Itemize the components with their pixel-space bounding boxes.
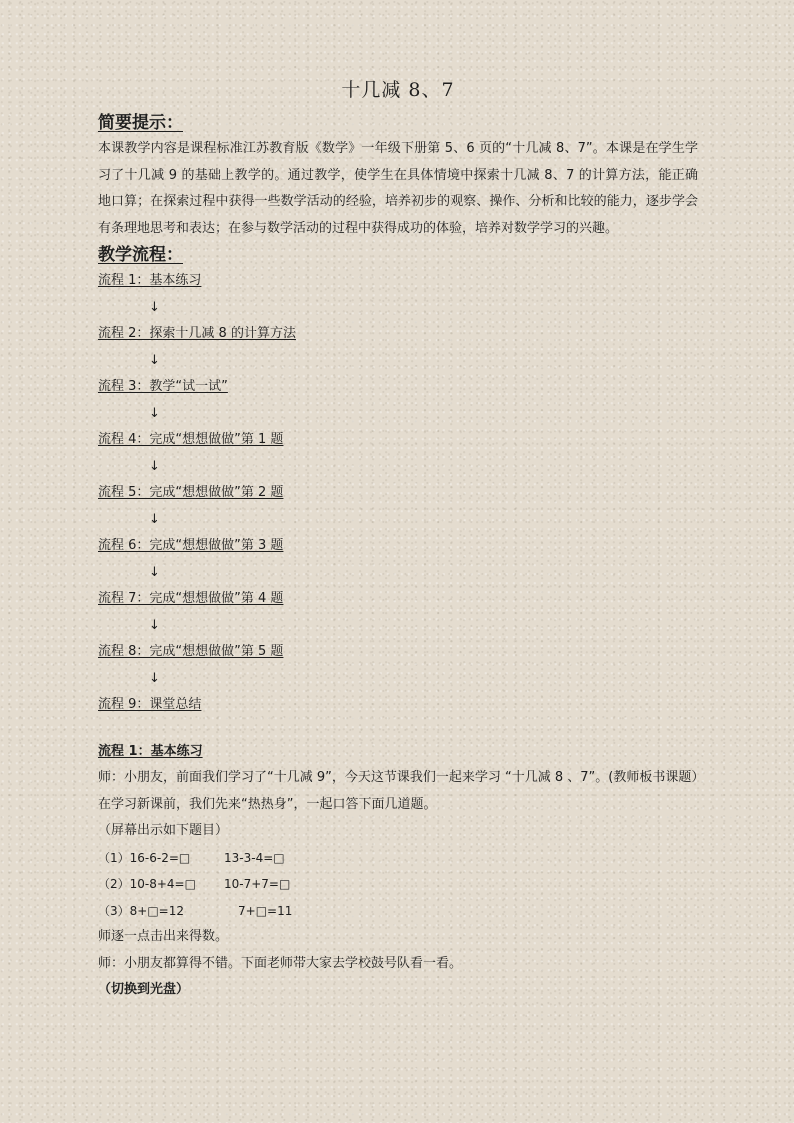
- flow-item-4[interactable]: [98, 427, 698, 454]
- flow-item-5[interactable]: [98, 480, 698, 507]
- flow-link[interactable]: 流程 4：完成“想想做做”第 1 题: [98, 432, 284, 447]
- screen-note: （屏幕出示如下题目）: [98, 823, 229, 838]
- exercise-row: [98, 898, 698, 925]
- down-arrow-icon: ↓: [149, 352, 160, 368]
- detail-note: （切换到光盘）: [98, 982, 190, 997]
- flow-link[interactable]: 流程 5：完成“想想做做”第 2 题: [98, 485, 284, 500]
- down-arrow-icon: ↓: [149, 617, 160, 633]
- page-title: 十几减 8、7: [341, 79, 455, 101]
- exercise-a: （1）16-6-2=□: [98, 850, 191, 865]
- flow-item-1[interactable]: [98, 268, 698, 295]
- down-arrow-icon: ↓: [149, 511, 160, 527]
- down-arrow-icon: ↓: [149, 458, 160, 474]
- down-arrow-icon: ↓: [149, 670, 160, 686]
- down-arrow-icon: ↓: [149, 564, 160, 580]
- flow-link[interactable]: 流程 1：基本练习: [98, 273, 202, 288]
- exercise-row: [98, 845, 698, 872]
- flow-link[interactable]: 流程 3：教学“试一试”: [98, 379, 228, 394]
- detail-paragraph-2: 师逐一点击出来得数。: [98, 929, 229, 944]
- flow-item-6[interactable]: [98, 533, 698, 560]
- flow-item-7[interactable]: [98, 586, 698, 613]
- exercise-row: [98, 871, 698, 898]
- flow-item-8[interactable]: [98, 639, 698, 666]
- flow-link[interactable]: 流程 8：完成“想想做做”第 5 题: [98, 644, 284, 659]
- flow-heading: 教学流程：: [98, 245, 183, 265]
- exercise-b: 13-3-4=□: [224, 850, 285, 865]
- summary-heading: 简要提示：: [98, 113, 183, 133]
- exercise-b: 7+□=11: [238, 903, 293, 918]
- detail-paragraph-3: 师：小朋友都算得不错。下面老师带大家去学校鼓号队看一看。: [98, 955, 463, 971]
- exercise-a: （3）8+□=12: [98, 903, 184, 918]
- down-arrow-icon: ↓: [149, 299, 160, 315]
- flow-item-9[interactable]: [98, 692, 698, 719]
- summary-paragraph: 本课教学内容是课程标准江苏教育版《数学》一年级下册第 5、6 页的“十几减 8、7”。本课是在学生学习了十几减 9 的基础上教学的。通过教学，使学生在具体情境中探索十几减 8、7 的计算方法，能正确地口算；在探索过程中获得一些数学活动的经验，培养初步的观察、操作、分析和比较的能力，逐步学会有条理地思考和表达；在参与数学活动的过程中获得成功的体验，培养对数学学习的兴趣。: [98, 141, 698, 236]
- flow-link[interactable]: 流程 2：探索十几减 8 的计算方法: [98, 326, 296, 341]
- detail-heading: 流程 1：基本练习: [98, 743, 203, 759]
- flow-item-3[interactable]: [98, 374, 698, 401]
- flow-link[interactable]: 流程 6：完成“想想做做”第 3 题: [98, 538, 284, 553]
- exercise-a: （2）10-8+4=□: [98, 877, 196, 891]
- flow-link[interactable]: 流程 9：课堂总结: [98, 697, 202, 712]
- document-page: [98, 76, 698, 1004]
- detail-paragraph-1: 师：小朋友，前面我们学习了“十几减 9”，今天这节课我们一起来学习 “十几减 8 、7”。(教师板书课题）在学习新课前，我们先来“热热身”，一起口答下面几道题。: [98, 770, 698, 812]
- flow-link[interactable]: 流程 7：完成“想想做做”第 4 题: [98, 591, 284, 606]
- section-spacer: [98, 719, 698, 739]
- exercise-b: 10-7+7=□: [224, 877, 291, 891]
- flow-item-2[interactable]: [98, 321, 698, 348]
- down-arrow-icon: ↓: [149, 405, 160, 421]
- flow-list: [98, 268, 698, 719]
